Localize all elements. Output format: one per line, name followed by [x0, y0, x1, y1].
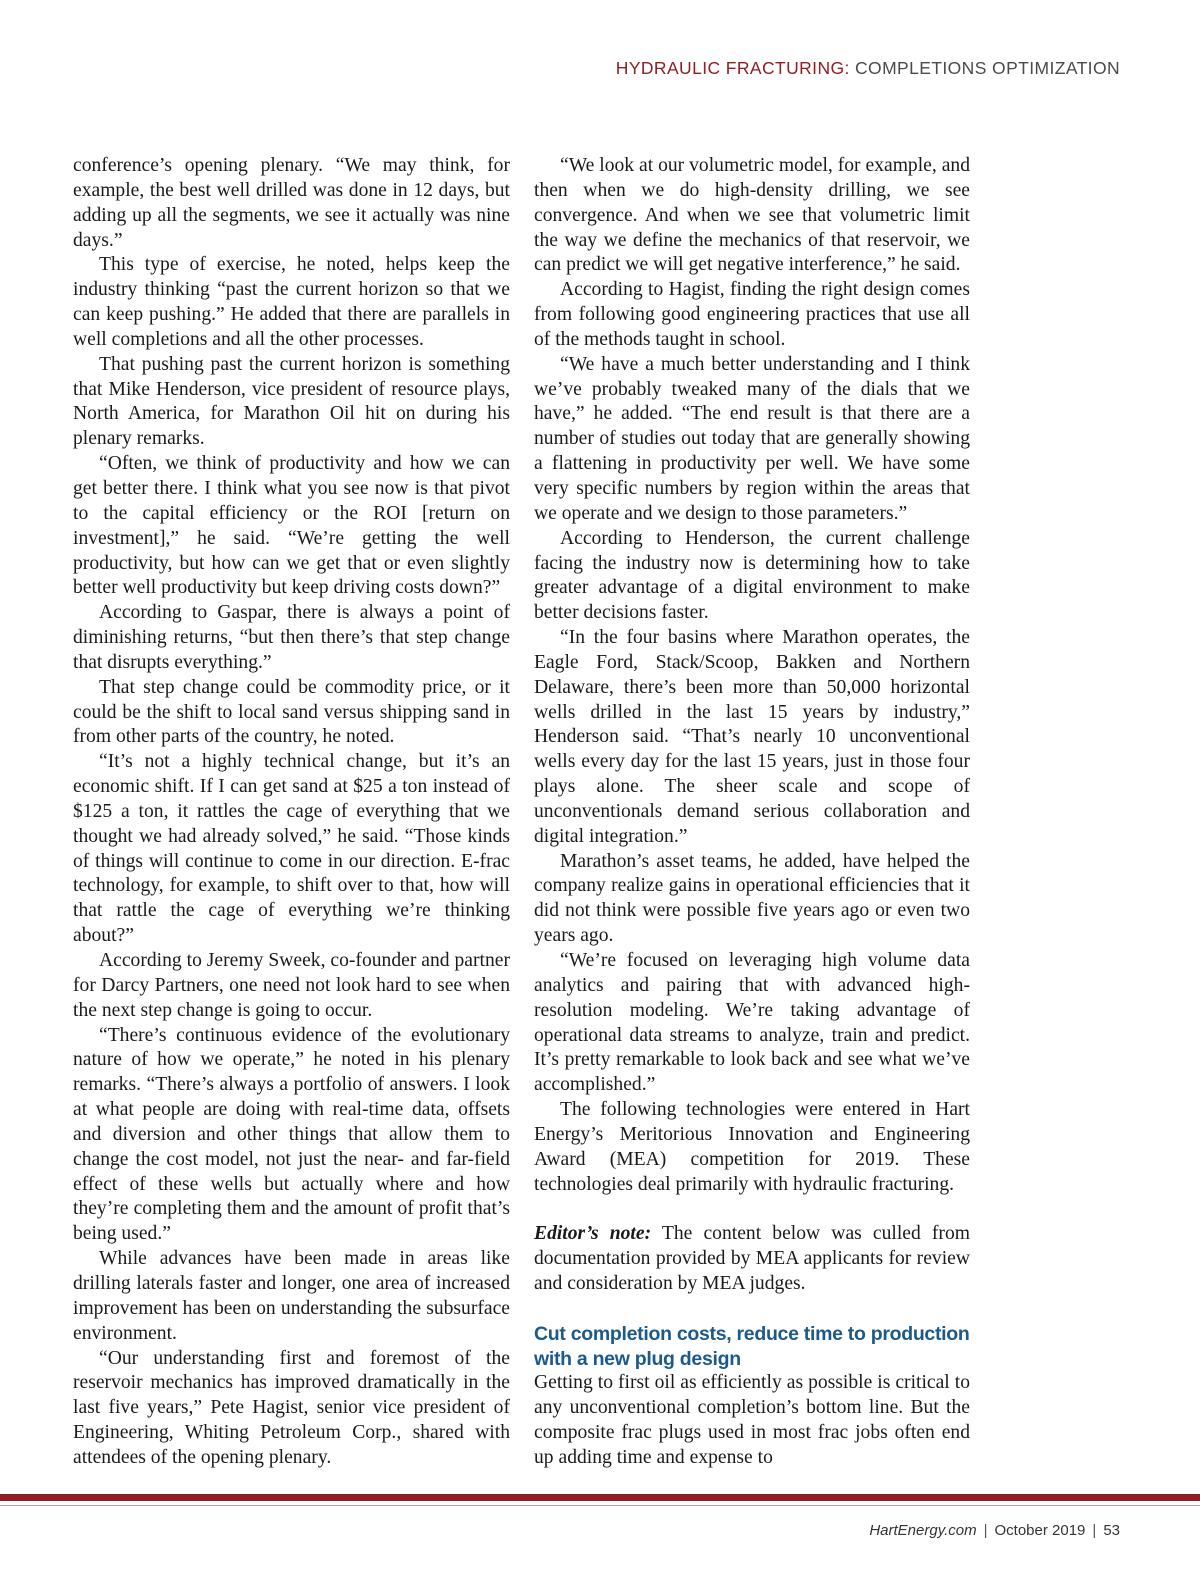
running-header [616, 58, 1120, 79]
footer-rule [0, 1505, 1200, 1506]
editor-note-text: The content below was culled from documentation provided by MEA applicants for review and consideration by MEA judges. [534, 1223, 970, 1294]
paragraph: “Often, we think of productivity and how we can get better there. I think what you see now is that pivot to the capital efficiency or the ROI [return on investment],” he said. “We’re getting the well productivity, but how can we get that or even slightly better well productivity but keep driving costs down?” [73, 453, 510, 599]
paragraph: According to Henderson, the current challenge facing the industry now is determining how to take greater advantage of a digital environment to make better decisions faster. [534, 527, 970, 624]
paragraph: “We look at our volumetric model, for example, and then when we do high-density drilling, we see convergence. And when we see that volumetric limit the way we define the mechanics of that reservoir, we can predict we will get negative interference,” he said. [534, 155, 970, 276]
paragraph: “It’s not a highly technical change, but it’s an economic shift. If I can get sand at $25 a ton instead of $125 a ton, it rattles the cage of everything that we thought we had already solved,” he said. “Those kinds of things will continue to come in our direction. E-frac technology, for example, to shift over to that, how will that rattle the cage of everything we’re thinking about?” [73, 751, 510, 947]
footer-separator: | [1092, 1522, 1097, 1539]
page-footer [869, 1522, 1120, 1539]
paragraph: conference’s opening plenary. “We may think, for example, the best well drilled was done in 12 days, but adding up all the segments, we see it actually was nine days.” [73, 155, 510, 251]
header-section: HYDRAULIC FRACTURING: [615, 58, 850, 78]
page-number: 53 [1103, 1522, 1120, 1539]
editor-note [534, 1222, 970, 1297]
paragraph: According to Gaspar, there is always a point of diminishing returns, “but then there’s that step change that disrupts everything.” [73, 602, 510, 673]
paragraph: “In the four basins where Marathon operates, the Eagle Ford, Stack/Scoop, Bakken and Northern Delaware, there’s been more than 50,000 horizontal wells drilled in the last 15 years by industry,” Henderson said. “That’s nearly 10 unconventional wells every day for the last 15 years, just in those four plays alone. The sheer scale and scope of unconventionals demand serious collaboration and digital integration.” [534, 627, 970, 847]
footer-site: HartEnergy.com [869, 1522, 977, 1539]
paragraph: That pushing past the current horizon is something that Mike Henderson, vice president of resource plays, North America, for Marathon Oil hit on during his plenary remarks. [73, 353, 510, 450]
footer-bar [0, 1494, 1200, 1501]
section-subhead: Cut completion costs, reduce time to production with a new plug design [534, 1322, 970, 1370]
paragraph: “Our understanding first and foremost of the reservoir mechanics has improved dramatically in the last five years,” Pete Hagist, senior vice president of Engineering, Whiting Petroleum Corp., shared with attendees of the opening plenary. [73, 1347, 510, 1468]
paragraph: “There’s continuous evidence of the evolutionary nature of how we operate,” he noted in his plenary remarks. “There’s always a portfolio of answers. I look at what people are doing with real-time data, offsets and diversion and other things that allow them to change the cost model, not just the near- and far-field effect of these wells but actually where and how they’re completing them and the amount of profit that’s being used.” [73, 1024, 510, 1245]
editor-note-label: Editor’s note: [534, 1223, 652, 1245]
paragraph: “We’re focused on leveraging high volume data analytics and pairing that with advanced high-resolution modeling. We’re taking advantage of operational data streams to analyze, train and predict. It’s pretty remarkable to look back and see what we’ve accomplished.” [534, 950, 970, 1096]
paragraph: That step change could be commodity price, or it could be the shift to local sand versus shipping sand in from other parts of the country, he noted. [73, 676, 510, 748]
paragraph: While advances have been made in areas like drilling laterals faster and longer, one area of increased improvement has been on understanding the subsurface environment. [73, 1248, 510, 1344]
paragraph: This type of exercise, he noted, helps keep the industry thinking “past the current horizon so that we can keep pushing.” He added that there are parallels in well completions and all the other processes. [73, 254, 510, 350]
paragraph: According to Jeremy Sweek, co-founder and partner for Darcy Partners, one need not look hard to see when the next step change is going to occur. [73, 950, 510, 1021]
paragraph: Marathon’s asset teams, he added, have helped the company realize gains in operational efficiencies that it did not think were possible five years ago or even two years ago. [534, 850, 970, 947]
footer-separator: | [983, 1522, 988, 1539]
paragraph: Getting to first oil as efficiently as possible is critical to any unconventional completion’s bottom line. But the composite frac plugs used in most frac jobs often end up adding time and expense to [534, 1372, 970, 1468]
left-column [73, 154, 510, 1471]
header-subsection: COMPLETIONS OPTIMIZATION [855, 58, 1120, 78]
footer-date: October 2019 [994, 1522, 1086, 1539]
right-column [534, 154, 970, 1471]
paragraph: “We have a much better understanding and I think we’ve probably tweaked many of the dials that we have,” he added. “The end result is that there are a number of studies out today that are generally showing a flattening in productivity per well. We have some very specific numbers by region within the areas that we operate and we design to those parameters.” [534, 353, 970, 524]
paragraph: The following technologies were entered in Hart Energy’s Meritorious Innovation and Engineering Award (MEA) competition for 2019. These technologies deal primarily with hydraulic fracturing. [534, 1099, 970, 1195]
paragraph: According to Hagist, finding the right design comes from following good engineering practices that use all of the methods taught in school. [534, 279, 970, 350]
